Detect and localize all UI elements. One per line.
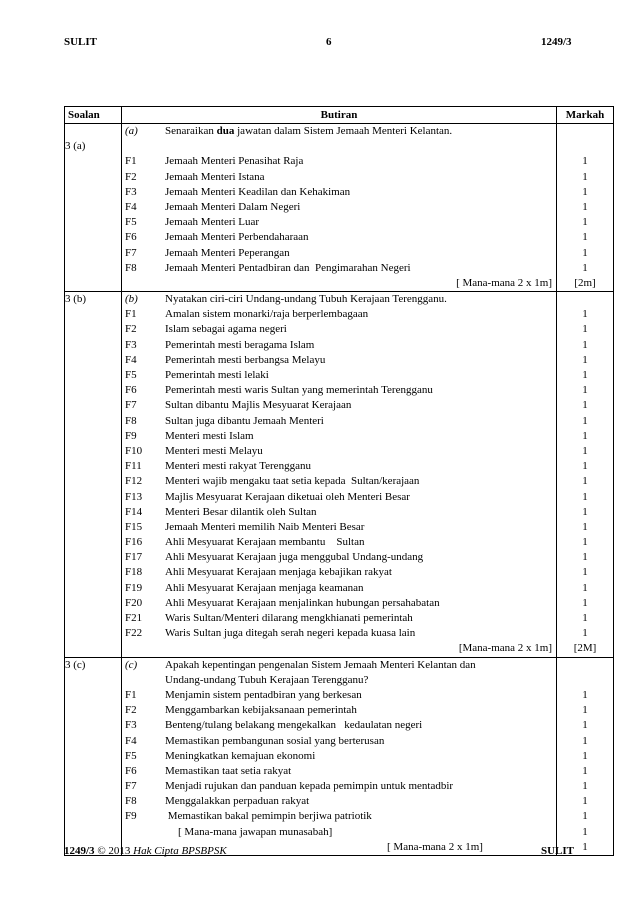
item-text: Islam sebagai agama negeri [165,323,287,336]
item-code: F22 [125,627,143,640]
item-code: F16 [125,536,143,549]
item-text: Menteri wajib mengaku taat setia kepada Sultan/kerajaan [165,475,420,488]
item-mark: 1 [582,596,588,609]
item-code: F19 [125,581,143,594]
item-code: F17 [125,551,143,564]
item-text: Memastikan pembangunan sosial yang berterusan [165,734,385,747]
scheme-note: [Mana-mana 2 x 1m] [458,642,552,655]
item-mark: 1 [582,795,588,808]
item-text: Menteri mesti Islam [165,429,254,442]
section-3a [65,124,614,292]
answer-item [122,779,556,794]
item-mark: 1 [582,170,588,183]
item-mark: 1 [582,369,588,381]
section-total: 1 [582,840,588,853]
scheme-note: [ Mana-mana 2 x 1m] [387,840,483,853]
question-text: (b) Nyatakan ciri-ciri Undang-undang Tubuh Kerajaan Terengganu. [125,293,447,306]
item-code: F18 [125,566,143,579]
item-code: F5 [125,369,137,381]
answer-item [122,764,556,779]
scheme-note: [ Mana-mana 2 x 1m] [456,276,552,289]
item-mark: 1 [582,566,588,579]
answer-item [122,353,556,368]
question-text-line1: (c) Apakah kepentingan pengenalan Sistem Jemaah Menteri Kelantan dan [125,658,476,671]
item-mark: 1 [582,627,588,640]
item-code: F21 [125,612,143,624]
item-text: Sultan juga dibantu Jemaah Menteri [165,414,324,427]
answer-item [122,414,556,429]
item-text: Jemaah Menteri Penasihat Raja [165,155,304,168]
item-code: F3 [125,338,137,351]
answer-details-3c [122,657,557,855]
item-mark: 1 [582,353,588,366]
footer-code: 1249/3 [64,845,95,857]
marks-3a [557,124,614,292]
item-text: Ahli Mesyuarat Kerajaan menjaga kebajikan rakyat [165,566,392,579]
item-mark: 1 [582,505,588,518]
item-mark: 1 [582,323,588,336]
item-code: F10 [125,444,143,457]
item-mark: 1 [582,810,588,823]
answer-details-3a [122,124,557,292]
answer-item [122,749,556,764]
answer-item [122,734,556,749]
item-code: F7 [125,780,137,793]
item-text: Menggambarkan kebijaksanaan pemerintah [165,704,357,717]
item-mark: 1 [582,749,588,762]
item-mark: 1 [582,460,588,473]
item-code: F15 [125,520,143,533]
item-code: F2 [125,170,137,183]
answer-item [122,809,556,824]
question-number-3a: 3 (a) [65,124,122,292]
answer-item [122,170,556,185]
item-mark: 1 [582,414,588,427]
item-text: Waris Sultan juga ditegah serah negeri kepada kuasa lain [165,627,416,640]
item-mark: 1 [582,216,588,229]
question-text-line2: Undang-undang Tubuh Kerajaan Terengganu? [165,673,369,686]
item-text: Jemaah Menteri Keadilan dan Kehakiman [165,185,351,198]
item-code: F1 [125,308,137,321]
answer-item [122,703,556,718]
answer-item [122,307,556,322]
answer-item [122,596,556,611]
item-mark: 1 [582,308,588,321]
item-mark: 1 [582,490,588,503]
answer-item [122,398,556,413]
question-text: (a) Senaraikan dua jawatan dalam Sistem Jemaah Menteri Kelantan. [125,125,453,137]
section-3b [65,292,614,658]
item-mark: 1 [582,520,588,533]
item-text: Sultan dibantu Majlis Mesyuarat Kerajaan [165,399,352,412]
answer-item [122,185,556,200]
answer-item [122,520,556,535]
item-text: Jemaah Menteri memilih Naib Menteri Besar [165,520,365,533]
item-mark: 1 [582,155,588,168]
answer-item [122,459,556,474]
marks-3b [557,292,614,658]
item-mark: 1 [582,384,588,397]
answer-item [122,505,556,520]
answer-item [122,368,556,383]
item-code: F20 [125,596,143,609]
footer-left [64,845,227,857]
item-text: Amalan sistem monarki/raja berperlembagaan [165,308,369,321]
item-mark: 1 [582,688,588,701]
header-right: 1249/3 [541,36,572,48]
item-code: F6 [125,764,137,777]
item-code: F9 [125,429,137,442]
item-code: F13 [125,490,143,503]
item-text: Ahli Mesyuarat Kerajaan membantu Sultan [165,536,365,549]
item-text: Menteri mesti Melayu [165,444,263,457]
item-code: F8 [125,795,137,808]
item-code: F2 [125,323,137,336]
item-mark: 1 [582,429,588,442]
item-mark: 1 [582,551,588,564]
item-text: Pemerintah mesti lelaki [165,369,269,381]
item-code: F5 [125,216,137,229]
item-text: Jemaah Menteri Perbendaharaan [165,231,309,244]
extra-note: [ Mana-mana jawapan munasabah] [178,825,333,838]
section-total: [2M] [573,642,597,655]
item-text: Pemerintah mesti berbangsa Melayu [165,353,326,366]
item-mark: 1 [582,764,588,777]
footer-org: Hak Cipta BPSBPSK [133,845,227,857]
page-number: 6 [326,36,332,48]
item-mark: 1 [582,338,588,351]
answer-item [122,230,556,245]
question-number-3c: 3 (c) [65,657,122,855]
answer-item [122,261,556,276]
item-mark: 1 [582,704,588,717]
item-text: Ahli Mesyuarat Kerajaan juga menggubal Undang-undang [165,551,424,564]
item-mark: 1 [582,475,588,488]
answer-item [122,215,556,230]
answer-item [122,429,556,444]
table-header-row [65,107,614,124]
item-text: Pemerintah mesti waris Sultan yang memerintah Terengganu [165,384,433,397]
item-text: Ahli Mesyuarat Kerajaan menjaga keamanan [165,581,364,594]
item-mark: 1 [582,399,588,412]
item-text: Memastikan taat setia rakyat [165,764,292,777]
answer-item [122,490,556,505]
item-text: Waris Sultan/Menteri dilarang mengkhianati pemerintah [165,612,413,624]
item-text: Benteng/tulang belakang mengekalkan kedaulatan negeri [165,719,423,732]
answer-item [122,535,556,550]
item-mark: 1 [582,581,588,594]
item-code: F4 [125,734,137,747]
item-mark: 1 [582,444,588,457]
section-total: [2m] [574,276,596,289]
item-mark: 1 [582,825,588,838]
item-text: Menteri mesti rakyat Terengganu [165,460,311,473]
answer-item [122,338,556,353]
item-code: F8 [125,261,137,274]
answer-item [122,444,556,459]
column-header-soalan: Soalan [65,107,122,124]
item-mark: 1 [582,185,588,198]
answer-item [122,688,556,703]
item-code: F14 [125,505,143,518]
section-3c [65,657,614,855]
item-text: Menteri Besar dilantik oleh Sultan [165,505,317,518]
footer-copyright: © 2013 [94,845,134,857]
item-code: F1 [125,155,137,168]
answer-item [122,794,556,809]
marking-scheme-table [64,106,614,856]
answer-item [122,474,556,489]
item-mark: 1 [582,719,588,732]
column-header-markah: Markah [557,107,614,124]
answer-item [122,550,556,565]
item-code: F2 [125,704,137,717]
item-text: Jemaah Menteri Pentadbiran dan Pengimarahan Negeri [165,261,411,274]
answer-item [122,383,556,398]
item-mark: 1 [582,536,588,549]
answer-item [122,718,556,733]
item-mark: 1 [582,780,588,793]
item-text: Menjadi rujukan dan panduan kepada pemimpin untuk mentadbir [165,780,454,793]
item-text: Menggalakkan perpaduan rakyat [165,795,310,808]
item-code: F3 [125,185,137,198]
item-code: F8 [125,414,137,427]
item-text: Jemaah Menteri Luar [165,216,260,229]
item-code: F4 [125,353,137,366]
item-text: Pemerintah mesti beragama Islam [165,338,315,351]
item-mark: 1 [582,231,588,244]
column-header-butiran: Butiran [122,107,557,124]
answer-item [122,154,556,169]
answer-item [122,565,556,580]
item-code: F9 [125,810,137,823]
item-code: F4 [125,200,137,213]
item-code: F7 [125,246,137,259]
answer-item [122,246,556,261]
item-text: Majlis Mesyuarat Kerajaan diketuai oleh Menteri Besar [165,490,410,503]
item-text: Menjamin sistem pentadbiran yang berkesan [165,688,362,701]
item-mark: 1 [582,200,588,213]
item-code: F6 [125,384,137,397]
question-number-3b: 3 (b) [65,292,122,658]
item-text: Meningkatkan kemajuan ekonomi [165,749,316,762]
item-code: F5 [125,749,137,762]
header-left: SULIT [64,36,98,48]
item-text: Jemaah Menteri Dalam Negeri [165,200,301,213]
item-text: Jemaah Menteri Istana [165,170,265,183]
marks-3c [557,657,614,855]
item-code: F3 [125,719,137,732]
item-mark: 1 [582,246,588,259]
item-text: Memastikan bakal pemimpin berjiwa patriotik [165,810,372,823]
answer-item [122,611,556,626]
item-mark: 1 [582,261,588,274]
item-code: F6 [125,231,137,244]
answer-item [122,626,556,641]
item-text: Jemaah Menteri Peperangan [165,246,290,259]
answer-item [122,581,556,596]
item-code: F1 [125,688,137,701]
footer-right: SULIT [541,845,575,857]
answer-item [122,322,556,337]
item-code: F12 [125,475,143,488]
item-code: F11 [125,460,142,473]
item-mark: 1 [582,612,588,624]
item-code: F7 [125,399,137,412]
item-text: Ahli Mesyuarat Kerajaan menjalinkan hubungan persahabatan [165,596,440,609]
item-mark: 1 [582,734,588,747]
answer-details-3b [122,292,557,658]
answer-item [122,200,556,215]
